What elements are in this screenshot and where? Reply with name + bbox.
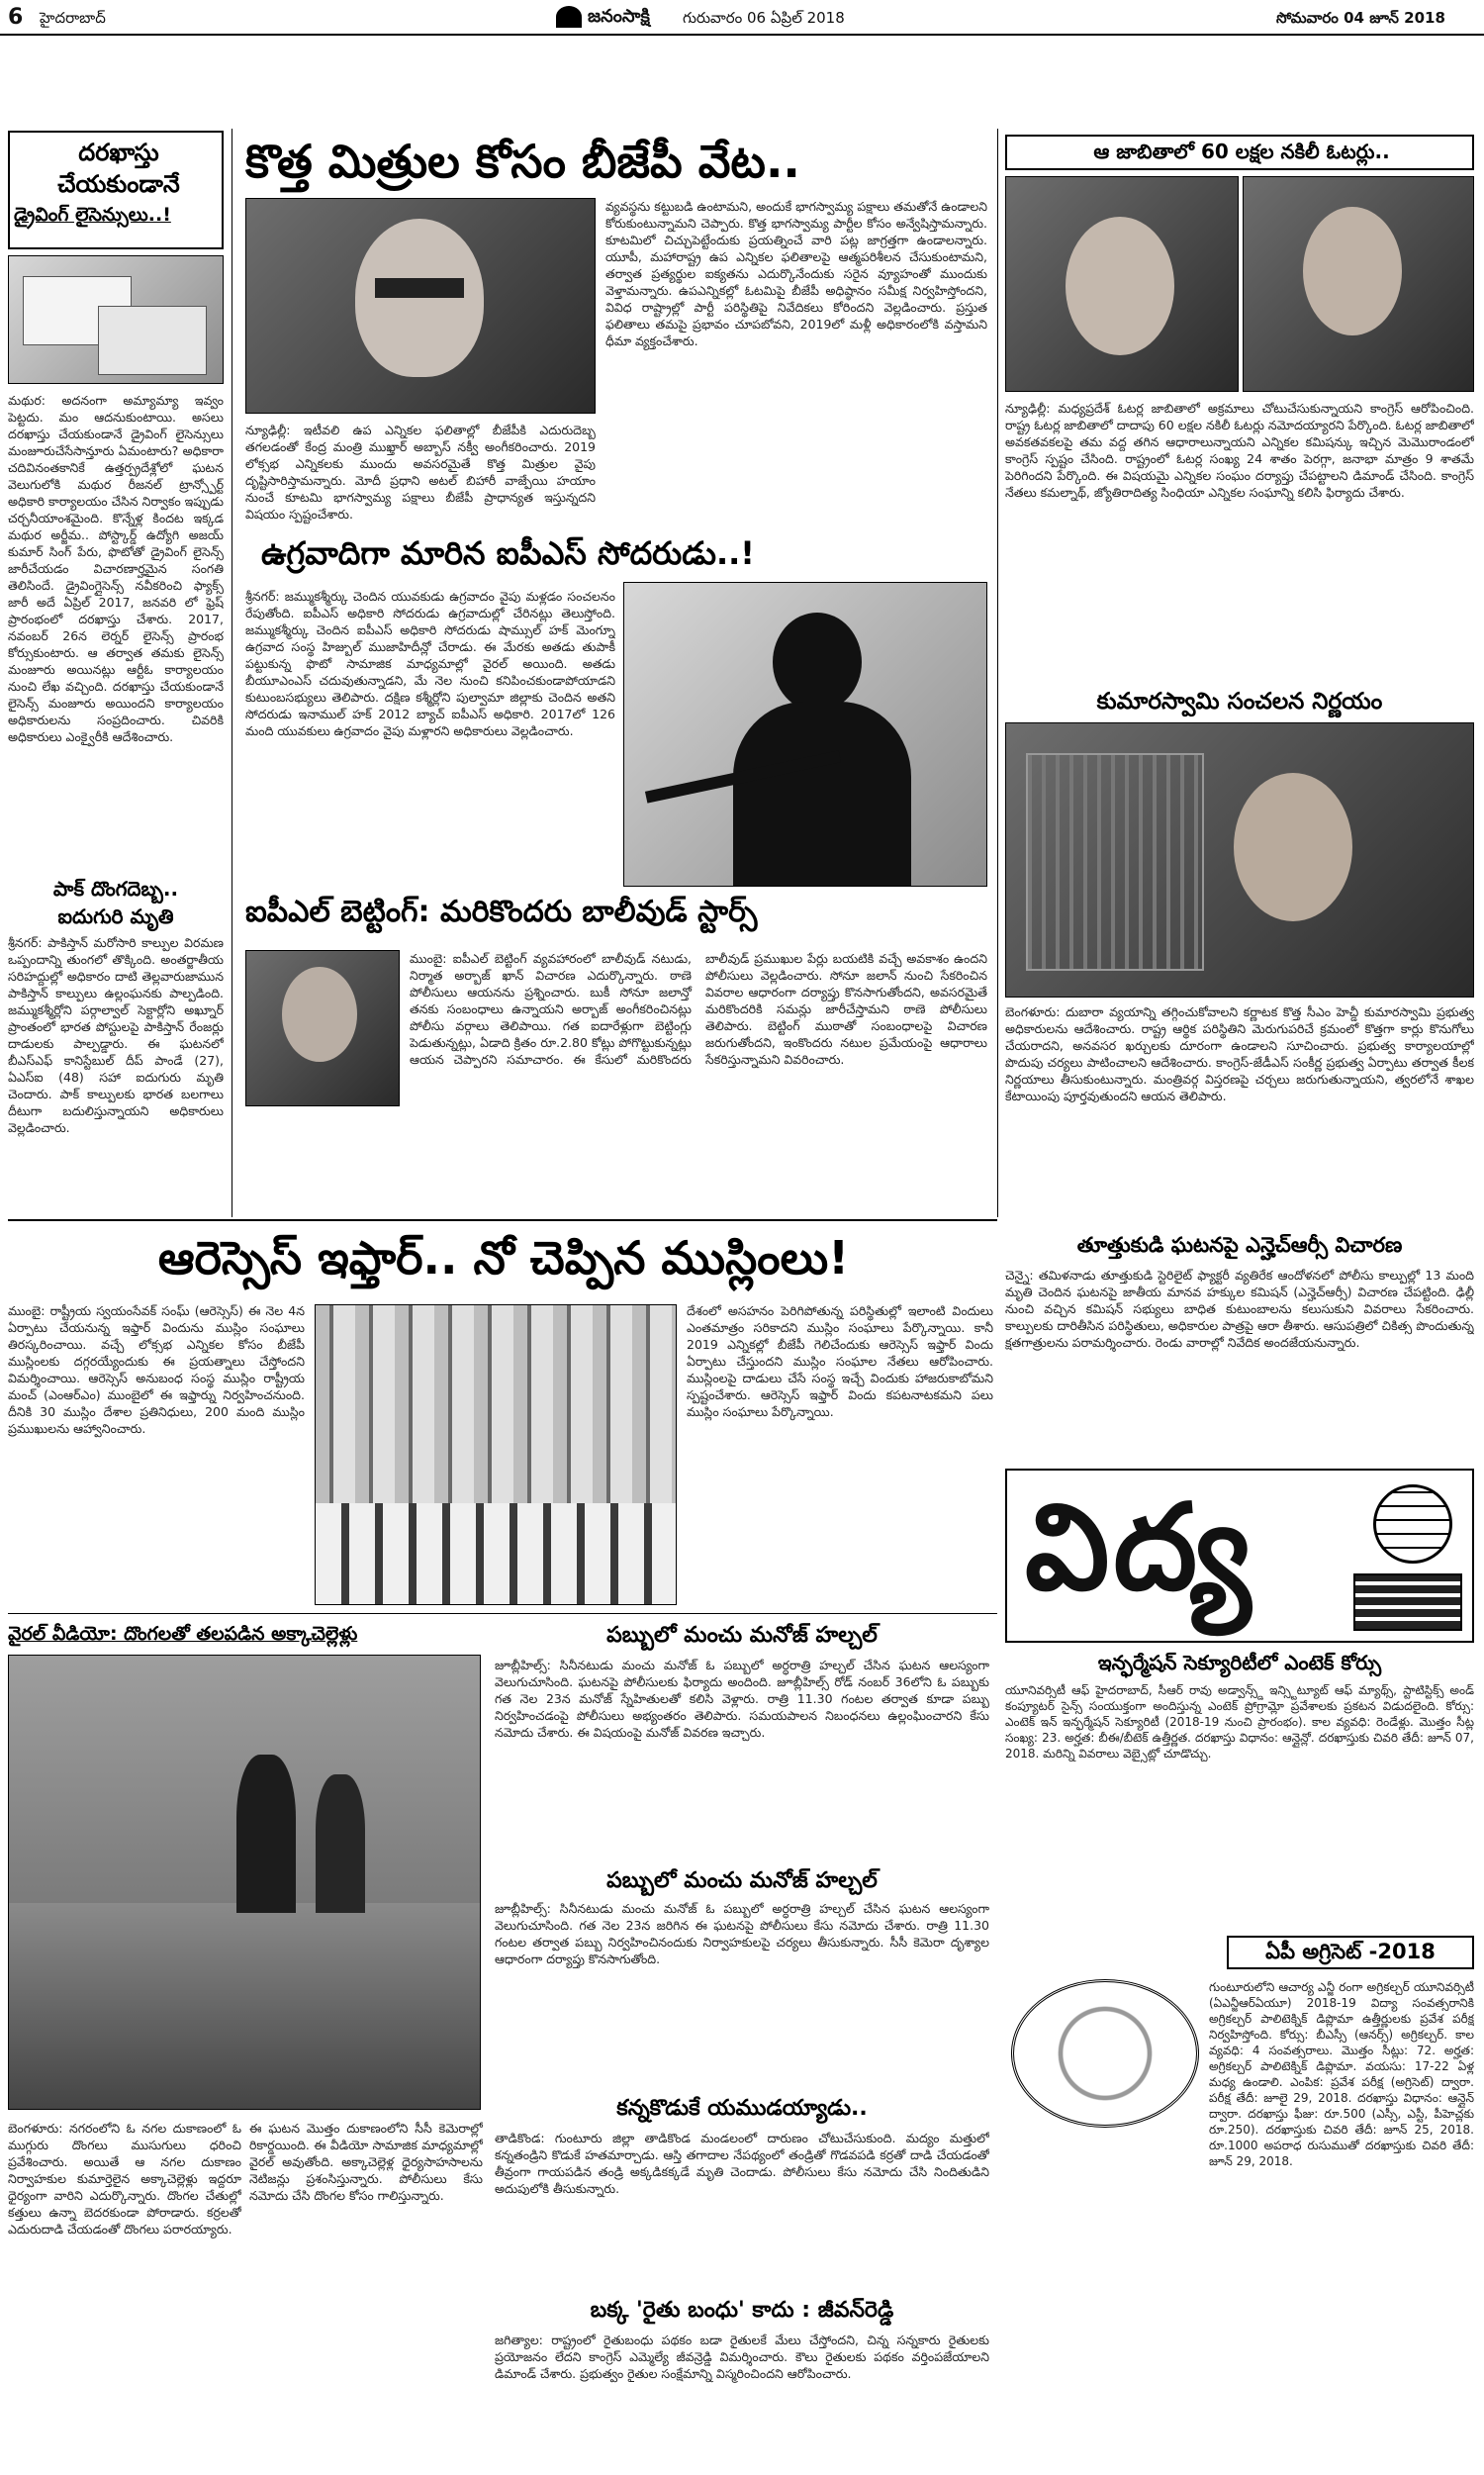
infosec-body: యూనివర్సిటీ ఆఫ్ హైదరాబాద్, సీఆర్ రావు అడ్వాన్స్డ్ ఇన్స్టిట్యూట్ ఆఫ్ మ్యాథ్స్, స్టాటిస్టిక్స్ అండ్ కంప్యూటర్ సైన్స్ సంయుక్తంగా అందిస్తున్న ఎంటెక్ ప్రోగ్రామ్లో ప్రవేశాలకు ప్రకటన విడుదలైంది. కోర్సు: ఎంటెక్ ఇన్ ఇన్ఫర్మేషన్ సెక్యూరిటీ (2018-19 నుంచి ప్రారంభం). కాల వ్యవధి: రెండేళ్లు. మొత్తం సీట్ల సంఖ్య: 23. అర్హత: బీఈ/బీటెక్ ఉత్తీర్ణత. దరఖాస్తు విధానం: ఆన్లైన్లో. దరఖాస్తుకు చివరి తేదీ: జూన్ 07, 2018. మరిన్ని వివరాలు వెబ్సైట్లో చూడొచ్చు. xyxy=(1005,1683,1474,1761)
tuti-body: చెన్నై: తమిళనాడు తూత్తుకుడి స్టెరిలైట్ ఫ్యాక్టరీ వ్యతిరేక ఆందోళనలో పోలీసు కాల్పుల్లో 13 మంది మృతి చెందిన ఘటనపై జాతీయ మానవ హక్కుల కమిషన్ (ఎన్హెచ్ఆర్సీ) విచారణ చేపట్టింది. ఢిల్లీ నుంచి వచ్చిన కమిషన్ సభ్యులు బాధిత కుటుంబాలను కలుసుకుని వివరాలు సేకరించారు. కాల్పులకు దారితీసిన పరిస్థితులు, అధికారుల పాత్రపై ఆరా తీశారు. ఆసుపత్రిలో చికిత్స పొందుతున్న క్షతగాత్రులను పరామర్శించారు. రెండు వారాల్లో నివేదిక అందజేయనున్నారు. xyxy=(1005,1268,1474,1350)
kumaraswamy-photo xyxy=(1005,722,1474,998)
viral-body-1: బెంగళూరు: నగరంలోని ఓ నగల దుకాణంలో ఓ ముగ్గురు దొంగలు ముసుగులు ధరించి ప్రవేశించారు. అయితే ఆ నగల దుకాణం నిర్వాహకుల కుమార్తెలైన అక్కాచెల్లెళ్లు ఇద్దరూ ధైర్యంగా వారిని ఎదుర్కొన్నారు. దొంగల చేతుల్లో కత్తులు ఉన్నా బెదరకుండా పోరాడారు. కర్రలతో ఎదురుదాడి చేయడంతో దొంగలు పరారయ్యారు. xyxy=(8,2121,241,2237)
kumara-body: బెంగళూరు: దుబారా వ్యయాన్ని తగ్గించుకోవాలని కర్ణాటక కొత్త సీఎం హెచ్డీ కుమారస్వామి ప్రభుత్వ అధికారులను ఆదేశించారు. రాష్ట్ర ఆర్థిక పరిస్థితిని మెరుగుపరిచే క్రమంలో కొత్తగా కార్లు కొనుగోలు చేయరాదని, అనవసర ఖర్చులకు దూరంగా ఉండాలని సూచించారు. ప్రభుత్వ కార్యాలయాల్లో పొదుపు చర్యలు పాటించాలని ఆదేశించారు. కాంగ్రెస్-జేడీఎస్ సంకీర్ణ ప్రభుత్వ ఏర్పాటు తర్వాత కీలక నిర్ణయాలు తీసుకుంటున్నారు. మంత్రివర్గ విస్తరణపై చర్చలు జరుగుతున్నాయని, త్వరలోనే శాఖల కేటాయింపు పూర్తవుతుందని ఆయన తెలిపారు. xyxy=(1005,1004,1474,1103)
arbaaz-photo xyxy=(245,950,400,1106)
vidya-logo: విద్య xyxy=(1025,1479,1255,1617)
right-column-rule xyxy=(997,129,998,1217)
manoj-body-2: జూబ్లీహిల్స్: సినీనటుడు మంచు మనోజ్ ఓ పబ్బులో అర్ధరాత్రి హల్చల్ చేసిన ఘటన ఆలస్యంగా వెలుగుచూసింది. గత నెల 23న జరిగిన ఈ ఘటనపై పోలీసులు కేసు నమోదు చేశారు. రాత్రి 11.30 గంటల తర్వాత పబ్బు నిర్వహించినందుకు నిర్వాహకులపై చర్యలు తీసుకున్నారు. సీసీ కెమెరా దృశ్యాల ఆధారంగా దర్యాప్తు కొనసాగుతోంది. xyxy=(495,1901,989,1966)
pak-headline-2: ఐదుగురి మృతి xyxy=(57,904,174,928)
ipl-headline: ఐపీఎల్ బెట్టింగ్: మరికొందరు బాలీవుడ్ స్టార్స్ xyxy=(245,895,758,929)
books-icon xyxy=(1353,1573,1462,1631)
lead-body-2: వ్యవస్థను కట్టుబడి ఉంటామని, అందుకే భాగస్వామ్య పక్షాలు తమతోనే ఉండాలని కోరుకుంటున్నామని చెప్పారు. కొత్త భాగస్వామ్య పార్టీల కోసం అన్వేషిస్తామన్నారు. కూటమిలో చిచ్చుపెట్టేందుకు ప్రయత్నించే వారి పట్ల జాగ్రత్తగా ఉండాలన్నారు. యూపీ, మహారాష్ట్ర ఉప ఎన్నికల ఫలితాలపై ఆత్మపరిశీలన చేసుకుంటామని, తర్వాత ప్రత్యర్థుల ఐక్యతను ఎదుర్కొనేందుకు సరైన వ్యూహంతో ముందుకు వెళ్తామన్నారు. ఉపఎన్నికల్లో ఓటమిపై బీజేపీ అధిష్ఠానం సమీక్ష నిర్వహిస్తోందని, వివిధ రాష్ట్రాల్లో పార్టీ పరిస్థితిపై నివేదికలు కోరిందని వెల్లడించారు. ప్రస్తుత ఫలితాలు తమపై ప్రభావం చూపబోవని, 2019లో మళ్లీ అధికారంలోకి వస్తామని ధీమా వ్యక్తంచేశారు. xyxy=(605,199,987,348)
agri-headline: ఏపీ అగ్రిసెట్ -2018 xyxy=(1265,1940,1436,1963)
pak-headline-1: పాక్ దొంగదెబ్బ.. xyxy=(52,877,179,901)
license-headline-2: చేయకుండానే xyxy=(57,170,180,198)
viral-rule xyxy=(8,1613,997,1614)
masthead xyxy=(0,0,1484,36)
issue-date: సోమవారం 04 జూన్ 2018 xyxy=(1276,9,1445,27)
tuti-headline: తూత్తుకుడి ఘటనపై ఎన్హెచ్ఆర్సీ విచారణ xyxy=(1076,1233,1403,1257)
ips-headline: ఉగ్రవాదిగా మారిన ఐపీఎస్ సోదరుడు..! xyxy=(261,534,755,572)
viral-headline: వైరల్ వీడియో: దొంగలతో తలపడిన అక్కాచెల్లెళ్లు xyxy=(8,1623,358,1645)
kamalnath-photo xyxy=(1005,176,1239,392)
lead-headline: కొత్త మిత్రుల కోసం బీజేపీ వేట.. xyxy=(245,135,800,188)
agri-body: గుంటూరులోని ఆచార్య ఎన్జీ రంగా అగ్రికల్చర్ యూనివర్సిటీ (ఏఎన్జీఆర్ఏయూ) 2018-19 విద్యా సంవత్సరానికి అగ్రికల్చర్ పాలిటెక్నిక్ డిప్లొమా ఉత్తీర్ణులకు ప్రవేశ పరీక్ష నిర్వహిస్తోంది. కోర్సు: బీఎస్సీ (ఆనర్స్) అగ్రికల్చర్. కాల వ్యవధి: 4 సంవత్సరాలు. మొత్తం సీట్లు: 72. అర్హత: అగ్రికల్చర్ పాలిటెక్నిక్ డిప్లొమా. వయసు: 17-22 ఏళ్ల మధ్య ఉండాలి. ఎంపిక: ప్రవేశ పరీక్ష (అగ్రిసెట్) ద్వారా. పరీక్ష తేదీ: జూలై 29, 2018. దరఖాస్తు విధానం: ఆన్లైన్ ద్వారా. దరఖాస్తు ఫీజు: రూ.500 (ఎస్సీ, ఎస్టీ, పీహెచ్లకు రూ.250). దరఖాస్తుకు చివరి తేదీ: జూన్ 25, 2018. రూ.1000 అపరాధ రుసుముతో దరఖాస్తుకు చివరి తేదీ: జూన్ 29, 2018. xyxy=(1209,1980,1474,2168)
globe-icon xyxy=(1373,1484,1452,1564)
page-number: 6 xyxy=(8,5,24,30)
license-headline-1: దరఖాస్తు xyxy=(78,139,159,166)
lead-body-1: న్యూఢిల్లీ: ఇటీవలి ఉప ఎన్నికల ఫలితాల్లో బీజేపీకి ఎదురుదెబ్బ తగలడంతో కేంద్ర మంత్రి ముఖ్తార్ అబ్బాస్ నక్వీ అంగీకరించారు. 2019 లోక్సభ ఎన్నికలకు ముందు అవసరమైతే కొత్త మిత్రుల వైపు దృష్టిసారిస్తామన్నారు. మోదీ ప్రధాని అటల్ బిహారీ వాజ్పేయి హయాం నుంచే కూటమి భాగస్వామ్య పక్షాలు బీజేపీ ప్రాధాన్యత ఇస్తున్నదని విషయం స్పష్టంచేశారు. xyxy=(245,423,596,522)
paper-date: గురువారం 06 ఏప్రిల్ 2018 xyxy=(683,9,845,27)
infosec-headline: ఇన్ఫర్మేషన్ సెక్యూరిటీలో ఎంటెక్ కోర్సు xyxy=(1097,1651,1382,1674)
rss-march-photo xyxy=(315,1304,677,1605)
militant-photo xyxy=(623,582,987,887)
license-body: మథుర: అదనంగా అమ్యామ్యా ఇవ్వం పెట్టదు. మం ఆదనుకుంటాయి. అసలు దరఖాస్తు చేయకుండానే డ్రైవింగ్ లైసెన్సులు మంజూరుచేసేసాన్తూరు ఏమంటారు? అధికారా చదివినంతకానికే ఉత్తర్ప్రదేశ్లోలో ఘటన వెలుగులోకి మథుర రీజనల్ ట్రాన్స్పోర్ట్ అధికారి కార్యాలయం చేసిన నిర్వాకం ఇప్పుడు చర్చనీయాంశమైంది. కొన్నేళ్ల కిందట ఇక్కడ మథుర అర్జీమ.. పోస్ట్కార్డ్ ఉద్యోగి అజయ్ కుమార్ సింగ్ పేరు, ఫొటోతో డ్రైవింగ్ లైసెన్స్ జారీచేయడం విచారణార్హమైన సంగతి తెలిసిందే. డ్రైవింగ్లైసెన్స్ నవీకరించి ఫ్యాక్స్ జారీ అదే ఏప్రిల్ 2017, జనవరి లో ఫ్రెష్ ప్రారంభంలో దరఖాస్తు చేశారు. 2017, నవంబర్ 26న లెర్నర్ లైసెన్స్ ప్రారంభ కోర్సుకుంటారు. ఆ తర్వాత తమకు లైసెన్స్ మంజూరు అయినట్లు ఆర్టీఓ కార్యాలయం నుంచి లేఖ వచ్చింది. దరఖాస్తు చేయకుండానే లైసెన్స్ మంజూరు అయిందని కార్యాలయం అధికారులను సంప్రదించారు. చివరికి అధికారులు ఎంక్వైరీకి ఆదేశించారు. xyxy=(8,393,224,744)
newspaper-logo-icon xyxy=(556,6,582,28)
manoj-headline-1: పబ్బులో మంచు మనోజ్ హల్చల్ xyxy=(606,1623,878,1648)
scindia-photo xyxy=(1243,176,1474,392)
cctv-photo xyxy=(8,1655,481,2110)
iftar-body-2: దేశంలో అసహనం పెరిగిపోతున్న పరిస్థితుల్లో ఇలాంటి విందులు ఎంతమాత్రం సరికాదని ముస్లిం సంఘాలు పేర్కొన్నాయి. కానీ 2019 ఎన్నికల్లో బీజేపీ గెలిచేందుకు ఆరెస్సెస్ ఇఫ్తార్ విందు ఏర్పాటు చేస్తుందని ముస్లిం సంఘాల నేతలు ఆరోపించారు. ముస్లింలపై దాడులు చేసే సంస్థ ఇచ్చే విందుకు హాజరుకాబోమని స్పష్టంచేశారు. ఆరెస్సెస్ ఇఫ్తార్ విందు కపటనాటకమని పలు ముస్లిం సంఘాలు పేర్కొన్నాయి. xyxy=(687,1303,993,1419)
rythu-headline: బక్క 'రైతు బంధు' కాదు : జీవన్‌రెడ్డి xyxy=(590,2298,894,2323)
iftar-headline: ఆరెస్సెస్ ఇఫ్తార్.. నో చెప్పిన ముస్లింలు! xyxy=(157,1231,850,1285)
manoj-body-1: జూబ్లీహిల్స్: సినీనటుడు మంచు మనోజ్ ఓ పబ్బులో అర్ధరాత్రి హల్చల్ చేసిన ఘటన ఆలస్యంగా వెలుగుచూసింది. ఘటనపై పోలీసులకు ఫిర్యాదు అందింది. జూబ్లీహిల్స్ రోడ్ నంబర్ 36లోని ఓ పబ్బుకు గత నెల 23న మనోజ్ స్నేహితులతో కలిసి వెళ్లారు. రాత్రి 11.30 గంటల తర్వాత కూడా పబ్బు నిర్వహించడంపై పోలీసులు అభ్యంతరం తెలిపారు. సమయపాలన నిబంధనలు ఉల్లంఘించారని కేసు నమోదు చేశారు. ఈ విషయంపై మనోజ్ వివరణ ఇచ్చారు. xyxy=(495,1658,989,1740)
viral-body-2: ఈ ఘటన మొత్తం దుకాణంలోని సీసీ కెమెరాల్లో రికార్డయింది. ఈ వీడియో సామాజిక మాధ్యమాల్లో వైరల్ అవుతోంది. అక్కాచెల్లెళ్ల ధైర్యసాహసాలను నెటిజన్లు ప్రశంసిస్తున్నారు. పోలీసులు కేసు నమోదు చేసి దొంగల కోసం గాలిస్తున్నారు. xyxy=(249,2121,483,2203)
manoj-headline-2: పబ్బులో మంచు మనోజ్ హల్చల్ xyxy=(606,1868,878,1893)
license-headline-3: డ్రైవింగ్ లైసెన్సులు..! xyxy=(14,204,171,226)
iftar-rule xyxy=(8,1219,997,1221)
votes-headline: ఆ జాబితాలో 60 లక్షల నకిలీ ఓటర్లు.. xyxy=(1093,140,1390,163)
kumara-headline: కుమారస్వామి సంచలన నిర్ణయం xyxy=(1096,689,1383,714)
vidya-banner xyxy=(1005,1469,1474,1643)
pak-body: శ్రీనగర్: పాకిస్తాన్ మరోసారి కాల్పుల విరమణ ఒప్పందాన్ని తుంగలో తొక్కింది. అంతర్జాతీయ సరిహద్దుల్లో అధికారం దాటి తెల్లవారుజామున పాకిస్తాన్ కాల్పులు ఉల్లంఘనకు పాల్పడింది. జమ్ముకశ్మీర్లోని పర్గాల్వాల్ సెక్టార్లోని అఖ్నూర్ ప్రాంతంలో భారత పోస్టులపై పాకిస్తాన్ రేంజర్లు దాడులకు పాల్పడ్డారు. ఈ ఘటనలో బీఎస్ఎఫ్ కానిస్టేబుల్ దీప్ పాండే (27), ఏఎస్ఐ (48) సహా ఐదుగురు మృతి చెందారు. పాక్ కాల్పులకు భారత బలగాలు దీటుగా బదులిస్తున్నాయని అధికారులు వెల్లడించారు. xyxy=(8,935,224,1135)
ips-body: శ్రీనగర్: జమ్ముకశ్మీర్కు చెందిన యువకుడు ఉగ్రవాదం వైపు మళ్లడం సంచలనం రేపుతోంది. ఐపీఎస్ అధికారి సోదరుడు ఉగ్రవాదుల్లో చేరినట్లు తెలుస్తోంది. జమ్ముకశ్మీర్కు చెందిన ఐపీఎస్ అధికారి సోదరుడు షామ్సుల్ హక్ మెంగ్నూ ఉగ్రవాద సంస్థ హిజ్బుల్ ముజాహిదీన్లో చేరాడు. ఈ మేరకు అతడు తుపాకీ పట్టుకున్న ఫొటో సామాజిక మాధ్యమాల్లో వైరల్ అయింది. అతడు బీయూఎంఎస్ చదువుతున్నాడని, మే నెల నుంచి కనిపించకుండాపోయాడని కుటుంబసభ్యులు తెలిపారు. దక్షిణ కశ్మీర్లోని పుల్వామా జిల్లాకు చెందిన అతని సోదరుడు ఇనాముల్ హక్ 2012 బ్యాచ్ ఐపీఎస్ అధికారి. 2017లో 126 మంది యువకులు ఉగ్రవాదం వైపు మళ్లారని అధికారులు వెల్లడించారు. xyxy=(245,589,615,738)
edition-label: హైదరాబాద్ xyxy=(40,9,106,27)
kannakodu-body: తాడికొండ: గుంటూరు జిల్లా తాడికొండ మండలంలో దారుణం చోటుచేసుకుంది. మద్యం మత్తులో కన్నతండ్రిని కొడుకే హతమార్చాడు. ఆస్తి తగాదాల నేపథ్యంలో తండ్రితో గొడవపడి కర్రతో దాడి చేయడంతో తీవ్రంగా గాయపడిన తండ్రి అక్కడికక్కడే మృతి చెందాడు. పోలీసులు కేసు నమోదు చేసి నిందితుడిని అదుపులోకి తీసుకున్నారు. xyxy=(495,2131,989,2196)
votes-body: న్యూఢిల్లీ: మధ్యప్రదేశ్ ఓటర్ల జాబితాలో అక్రమాలు చోటుచేసుకున్నాయని కాంగ్రెస్ ఆరోపించింది. రాష్ట్ర ఓటర్ల జాబితాలో దాదాపు 60 లక్షల నకిలీ ఓటర్లు నమోదయ్యారని పేర్కొంది. ఓటర్ల జాబితాలో అవకతవకలపై తమ వద్ద తగిన ఆధారాలున్నాయని ఎన్నికల కమిషన్కు ఇచ్చిన మెమొరాండంలో కాంగ్రెస్ స్పష్టం చేసింది. రాష్ట్రంలో ఓటర్ల సంఖ్య 24 శాతం పెరగ్గా, జనాభా మాత్రం 9 శాతమే పెరిగిందని పేర్కొంది. ఈ విషయమై ఎన్నికల సంఘం దర్యాప్తు చేపట్టాలని డిమాండ్ చేసింది. కాంగ్రెస్ నేతలు కమల్నాథ్, జ్యోతిరాదిత్య సింధియా ఎన్నికల సంఘాన్ని కలిసి ఫిర్యాదు చేశారు. xyxy=(1005,401,1474,500)
iftar-body-1: ముంబై: రాష్ట్రీయ స్వయంసేవక్ సంఘ్ (ఆరెస్సెస్) ఈ నెల 4న ఏర్పాటు చేయనున్న ఇఫ్తార్ విందును ముస్లిం సంఘాలు తిరస్కరించాయి. వచ్చే లోక్సభ ఎన్నికల కోసం బీజేపీ ముస్లింలకు దగ్గరయ్యేందుకు ఈ ప్రయత్నాలు చేస్తోందని విమర్శించాయి. ఆరెస్సెస్ అనుబంధ సంస్థ ముస్లిం రాష్ట్రీయ మంచ్ (ఎంఆర్ఎం) ముంబైలో ఈ ఇఫ్తార్ను నిర్వహించనుంది. దీనికి 30 ముస్లిం దేశాల ప్రతినిధులు, 200 మంది ముస్లిం ప్రముఖులను ఆహ్వానించారు. xyxy=(8,1303,305,1436)
kannakodu-headline: కన్నకొడుకే యముడయ్యాడు.. xyxy=(616,2096,868,2121)
rythu-body: జగిత్యాల: రాష్ట్రంలో రైతుబంధు పథకం బడా రైతులకే మేలు చేస్తోందని, చిన్న సన్నకారు రైతులకు ప్రయోజనం లేదని కాంగ్రెస్ ఎమ్మెల్యే జీవన్రెడ్డి విమర్శించారు. కౌలు రైతులకు పథకం వర్తింపజేయాలని డిమాండ్ చేశారు. ప్రభుత్వం రైతుల సంక్షేమాన్ని విస్మరించిందని ఆరోపించారు. xyxy=(495,2332,989,2381)
ipl-body: ముంబై: ఐపీఎల్ బెట్టింగ్ వ్యవహారంలో బాలీవుడ్ నటుడు, నిర్మాత అర్బాజ్ ఖాన్ విచారణ ఎదుర్కొన్నారు. ఠాణె పోలీసులు ఆయనను ప్రశ్నించారు. బుకీ సోనూ జలాన్తో తనకు సంబంధాలు ఉన్నాయని అర్బాజ్ అంగీకరించినట్లు పోలీసు వర్గాలు తెలిపాయి. గత ఐదారేళ్లుగా బెట్టింగ్లు పెడుతున్నట్లు, ఏడాది క్రితం రూ.2.80 కోట్లు పోగొట్టుకున్నట్లు ఆయన చెప్పారని సమాచారం. ఈ కేసులో మరికొందరు బాలీవుడ్ ప్రముఖుల పేర్లు బయటికి వచ్చే అవకాశం ఉందని పోలీసులు వెల్లడించారు. సోనూ జలాన్ నుంచి సేకరించిన వివరాల ఆధారంగా దర్యాప్తు కొనసాగుతోందని, అవసరమైతే మరికొందరికి సమన్లు జారీచేస్తామని ఠాణె పోలీసులు తెలిపారు. బెట్టింగ్ ముఠాతో సంబంధాలపై విచారణ జరుగుతోందని, ఇంకొందరు నటుల ప్రమేయంపై ఆధారాలు సేకరిస్తున్నామని వివరించారు. xyxy=(410,951,987,1067)
naqvi-photo xyxy=(245,198,596,414)
license-cards-photo xyxy=(8,255,224,384)
paper-name: జనంసాక్షి xyxy=(588,6,650,27)
